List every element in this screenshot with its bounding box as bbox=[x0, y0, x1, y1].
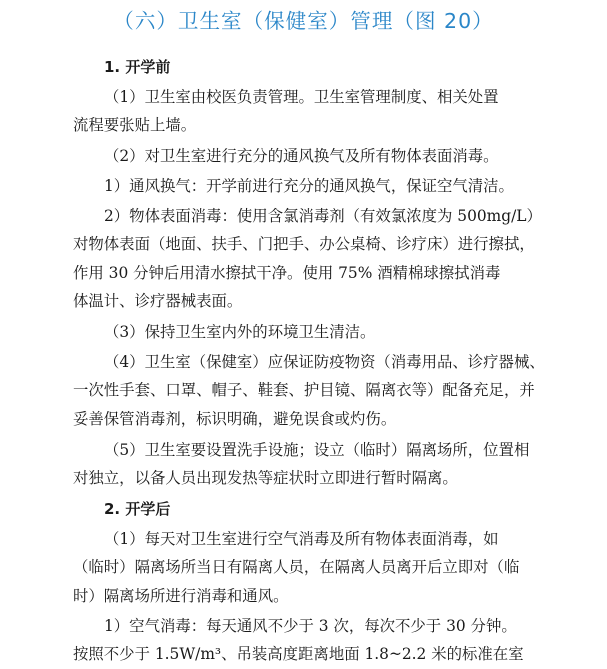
paragraph-line: （1）卫生室由校医负责管理。卫生室管理制度、相关处置 bbox=[104, 88, 499, 106]
paragraph-line: 一次性手套、口罩、帽子、鞋套、护目镜、隔离衣等）配备充足，并 bbox=[73, 381, 535, 399]
paragraph-line: 按照不少于 1.5W/m³、吊装高度距离地面 1.8~2.2 米的标准在室 bbox=[73, 645, 524, 663]
page-title: （六）卫生室（保健室）管理（图 20） bbox=[113, 9, 494, 33]
paragraph-line: （1）每天对卫生室进行空气消毒及所有物体表面消毒，如 bbox=[104, 530, 499, 548]
section-heading-before-school: 1. 开学前 bbox=[104, 58, 171, 76]
paragraph-line: 作用 30 分钟后用清水擦拭干净。使用 75% 酒精棉球擦拭消毒 bbox=[73, 264, 501, 282]
paragraph-line: 1）空气消毒：每天通风不少于 3 次，每次不少于 30 分钟。 bbox=[104, 617, 517, 635]
paragraph-line: （2）对卫生室进行充分的通风换气及所有物体表面消毒。 bbox=[104, 147, 499, 165]
section-heading-after-school: 2. 开学后 bbox=[104, 500, 171, 518]
paragraph-line: 体温计、诊疗器械表面。 bbox=[73, 292, 243, 310]
paragraph-line: （3）保持卫生室内外的环境卫生清洁。 bbox=[104, 323, 376, 341]
paragraph-line: 2）物体表面消毒：使用含氯消毒剂（有效氯浓度为 500mg/L） bbox=[104, 207, 542, 225]
paragraph-line: 对物体表面（地面、扶手、门把手、办公桌椅、诊疗床）进行擦拭， bbox=[73, 235, 535, 253]
paragraph-line: （临时）隔离场所当日有隔离人员，在隔离人员离开后立即对（临 bbox=[73, 558, 520, 576]
paragraph-line: （4）卫生室（保健室）应保证防疫物资（消毒用品、诊疗器械、 bbox=[104, 353, 545, 371]
paragraph-line: 对独立，以备人员出现发热等症状时立即进行暂时隔离。 bbox=[73, 469, 458, 487]
paragraph-line: 妥善保管消毒剂，标识明确，避免误食或灼伤。 bbox=[73, 410, 397, 428]
paragraph-line: 时）隔离场所进行消毒和通风。 bbox=[73, 587, 289, 605]
paragraph-line: 流程要张贴上墙。 bbox=[73, 116, 197, 134]
paragraph-line: （5）卫生室要设置洗手设施；设立（临时）隔离场所，位置相 bbox=[104, 441, 530, 459]
paragraph-line: 1）通风换气：开学前进行充分的通风换气，保证空气清洁。 bbox=[104, 177, 514, 195]
